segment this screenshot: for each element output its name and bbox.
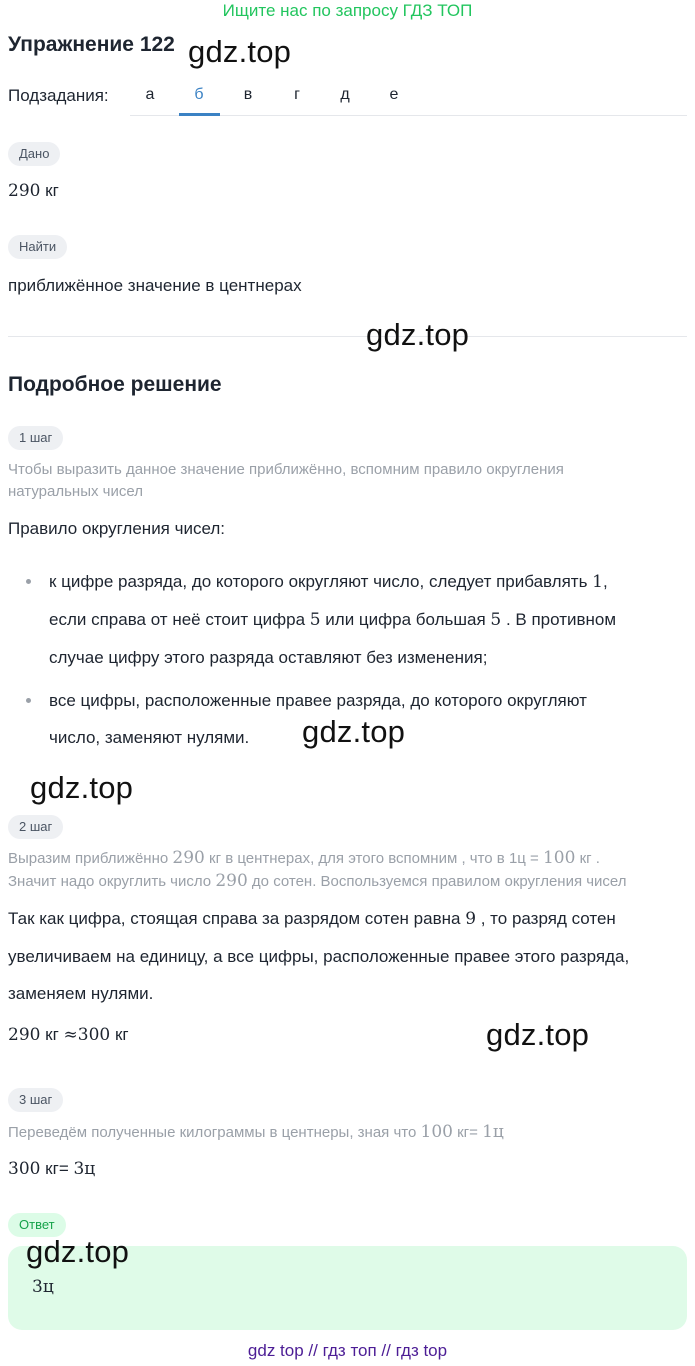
step2-pill: 2 шаг	[8, 815, 63, 839]
bullet-marker	[26, 698, 31, 703]
watermark: gdz.top	[26, 1234, 130, 1269]
step1-pill: 1 шаг	[8, 426, 63, 450]
solution-heading: Подробное решение	[8, 373, 222, 396]
watermark: gdz.top	[486, 1017, 590, 1052]
step2-hint: Выразим приближённо 290 кг в центнерах, для этого вспомним , что в 1ц = 100 кг . Значит надо округлить число 290 до сотен. Воспользуемся правилом округления чисел	[8, 848, 627, 891]
rule-title: Правило округления чисел:	[8, 519, 225, 538]
step3-hint: Переведём полученные килограммы в центнеры, зная что 100 кг= 1ц	[8, 1122, 504, 1142]
conversion-result: 300 кг= 3ц	[8, 1159, 96, 1179]
bullet-rule-1: к цифре разряда, до которого округляют число, следует прибавлять 1, если справа от неё стоит цифра 5 или цифра большая 5 . В противном случае цифру этого разряда оставляют без изменения;	[49, 572, 617, 667]
active-tab-indicator	[179, 113, 220, 116]
watermark: gdz.top	[30, 770, 134, 805]
footer-links[interactable]: gdz top // гдз топ // гдз top	[247, 1341, 448, 1360]
tab-e[interactable]: е	[389, 86, 399, 103]
tab-b[interactable]: б	[194, 86, 204, 103]
step1-hint: Чтобы выразить данное значение приближённо, вспомним правило округления натуральных чисел	[8, 461, 564, 500]
find-pill: Найти	[8, 235, 67, 259]
given-pill: Дано	[8, 142, 60, 166]
tab-a[interactable]: а	[145, 86, 155, 103]
page-title: Упражнение 122	[8, 33, 175, 56]
given-value: 290 кг	[8, 181, 59, 201]
answer-pill: Ответ	[8, 1213, 66, 1237]
rounding-formula: 290 кг ≈300 кг	[8, 1025, 129, 1045]
watermark: gdz.top	[188, 34, 292, 69]
watermark: gdz.top	[366, 317, 470, 352]
bullet-rule-2: все цифры, расположенные правее разряда, до которого округляют число, заменяют нулями.	[49, 691, 587, 747]
step2-explanation: Так как цифра, стоящая справа за разрядом сотен равна 9 , то разряд сотен увеличиваем на единицу, а все цифры, расположенные правее этого разряда, заменяем нулями.	[8, 909, 630, 1003]
tab-v[interactable]: в	[243, 86, 253, 103]
tab-g[interactable]: г	[294, 86, 300, 103]
section-divider	[8, 336, 687, 337]
subtasks-label: Подзадания:	[8, 86, 109, 105]
bullet-marker	[26, 579, 31, 584]
answer-value: 3ц	[32, 1277, 54, 1297]
tab-d[interactable]: д	[340, 86, 350, 103]
search-banner: Ищите нас по запросу ГДЗ ТОП	[222, 1, 473, 20]
find-text: приближённое значение в центнерах	[8, 276, 302, 295]
watermark: gdz.top	[302, 714, 406, 749]
step3-pill: 3 шаг	[8, 1088, 63, 1112]
